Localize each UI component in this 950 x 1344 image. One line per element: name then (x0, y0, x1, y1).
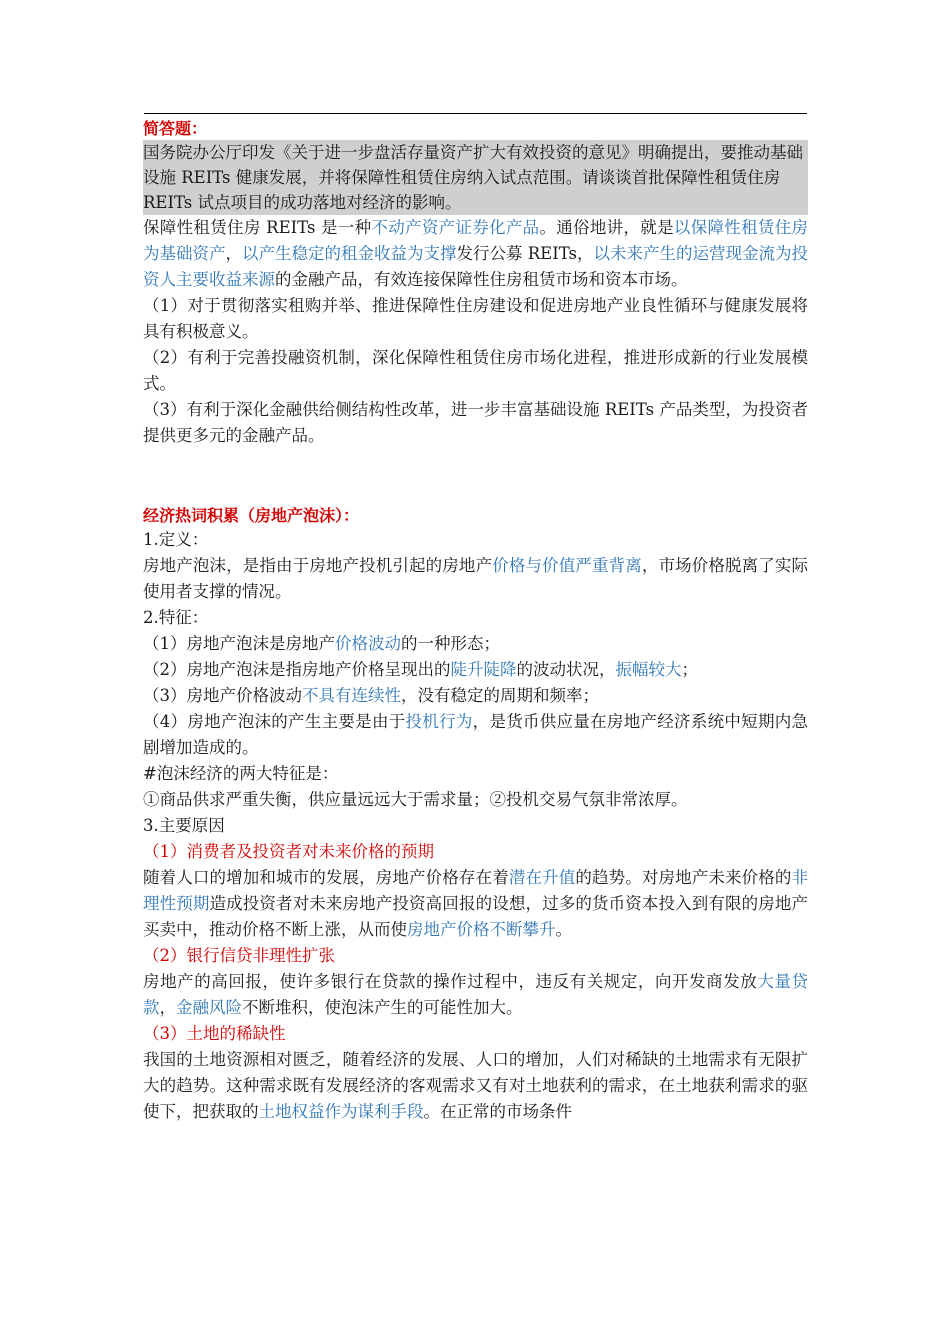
header-rule (144, 113, 807, 114)
highlight: 价格与价值严重背离 (492, 556, 642, 575)
hotword-heading: 经济热词积累（房地产泡沫）： (143, 506, 360, 525)
highlight: 不动产资产证券化产品 (371, 218, 540, 237)
cause-2-title: （2）银行信贷非理性扩张 (143, 946, 335, 965)
highlight: 非理性预期 (143, 868, 809, 913)
definition-title: 1.定义： (143, 530, 209, 549)
feature-4: （4）房地产泡沫的产生主要是由于投机行为，是货币供应量在房地产经济系统中短期内急剧增加造成的。 (143, 712, 809, 757)
highlight: 以未来产生的运营现金流为投资人主要收益来源 (143, 244, 809, 289)
highlight: 房地产价格不断攀升 (407, 920, 556, 939)
causes-title: 3.主要原因 (143, 816, 225, 835)
highlight: 以产生稳定的租金收益为支撑 (242, 244, 457, 263)
highlight: 土地权益作为谋利手段 (258, 1102, 424, 1121)
answer-point-1: （1）对于贯彻落实租购并举、推进保障性住房建设和促进房地产业良性循环与健康发展将具有积极意义。 (143, 296, 808, 341)
highlight: 振幅较大 (615, 660, 682, 679)
cause-3-text: 我国的土地资源相对匮乏，随着经济的发展、人口的增加，人们对稀缺的土地需求有无限扩大的趋势。这种需求既有发展经济的客观需求又有对土地获利的需求，在土地获利需求的驱使下，把获取的土地权益作为谋利手段。在正常的市场条件 (143, 1050, 808, 1121)
highlight: 以保障性租赁住房为基础资产 (143, 218, 809, 263)
highlight: 大量贷款 (143, 972, 809, 1017)
answer-intro: 保障性租赁住房 REITs 是一种不动产资产证券化产品。通俗地讲，就是以保障性租赁住房为基础资产，以产生稳定的租金收益为支撑发行公募 REITs，以未来产生的运营现金流为投资人主要收益来源的金融产品，有效连接保障性住房租赁市场和资本市场。 (143, 218, 809, 289)
cause-1-text: 随着人口的增加和城市的发展，房地产价格存在着潜在升值的趋势。对房地产未来价格的非理性预期造成投资者对未来房地产投资高回报的设想，过多的货币资本投入到有限的房地产买卖中，推动价格不断上涨，从而使房地产价格不断攀升。 (143, 868, 809, 939)
highlight: 潜在升值 (508, 868, 576, 887)
short-answer-heading: 简答题： (143, 119, 208, 138)
feature-2: （2）房地产泡沫是指房地产价格呈现出的陡升陡降的波动状况，振幅较大； (143, 660, 698, 679)
highlight: 金融风险 (176, 998, 242, 1017)
answer-point-3: （3）有利于深化金融供给侧结构性改革，进一步丰富基础设施 REITs 产品类型，为投资者提供更多元的金融产品。 (143, 400, 808, 445)
definition-text: 房地产泡沫，是指由于房地产投机引起的房地产价格与价值严重背离，市场价格脱离了实际使用者支撑的情况。 (143, 556, 809, 601)
highlight: 投机行为 (405, 712, 473, 731)
cause-3-title: （3）土地的稀缺性 (143, 1024, 286, 1043)
feature-1: （1）房地产泡沫是房地产价格波动的一种形态； (143, 634, 500, 653)
content-column (143, 118, 808, 1125)
section-spacer (143, 449, 808, 505)
cause-1-title: （1）消费者及投资者对未来价格的预期 (143, 842, 434, 861)
cause-2-text: 房地产的高回报，使许多银行在贷款的操作过程中，违反有关规定，向开发商发放大量贷款，金融风险不断堆积，使泡沫产生的可能性加大。 (143, 972, 809, 1017)
highlight: 不具有连续性 (302, 686, 401, 705)
feature-3: （3）房地产价格波动不具有连续性，没有稳定的周期和频率； (143, 686, 599, 705)
two-features-title: #泡沫经济的两大特征是： (143, 764, 339, 783)
highlight: 陡升陡降 (450, 660, 517, 679)
answer-point-2: （2）有利于完善投融资机制，深化保障性租赁住房市场化进程，推进形成新的行业发展模式。 (143, 348, 808, 393)
features-title: 2.特征： (143, 608, 209, 627)
two-features-text: ①商品供求严重失衡，供应量远远大于需求量；②投机交易气氛非常浓厚。 (143, 790, 688, 809)
highlight: 价格波动 (335, 634, 401, 653)
question-text: 国务院办公厅印发《关于进一步盘活存量资产扩大有效投资的意见》明确提出，要推动基础设施 REITs 健康发展，并将保障性租赁住房纳入试点范围。请谈谈首批保障性租赁住房 REITs 试点项目的成功落地对经济的影响。 (143, 140, 808, 215)
